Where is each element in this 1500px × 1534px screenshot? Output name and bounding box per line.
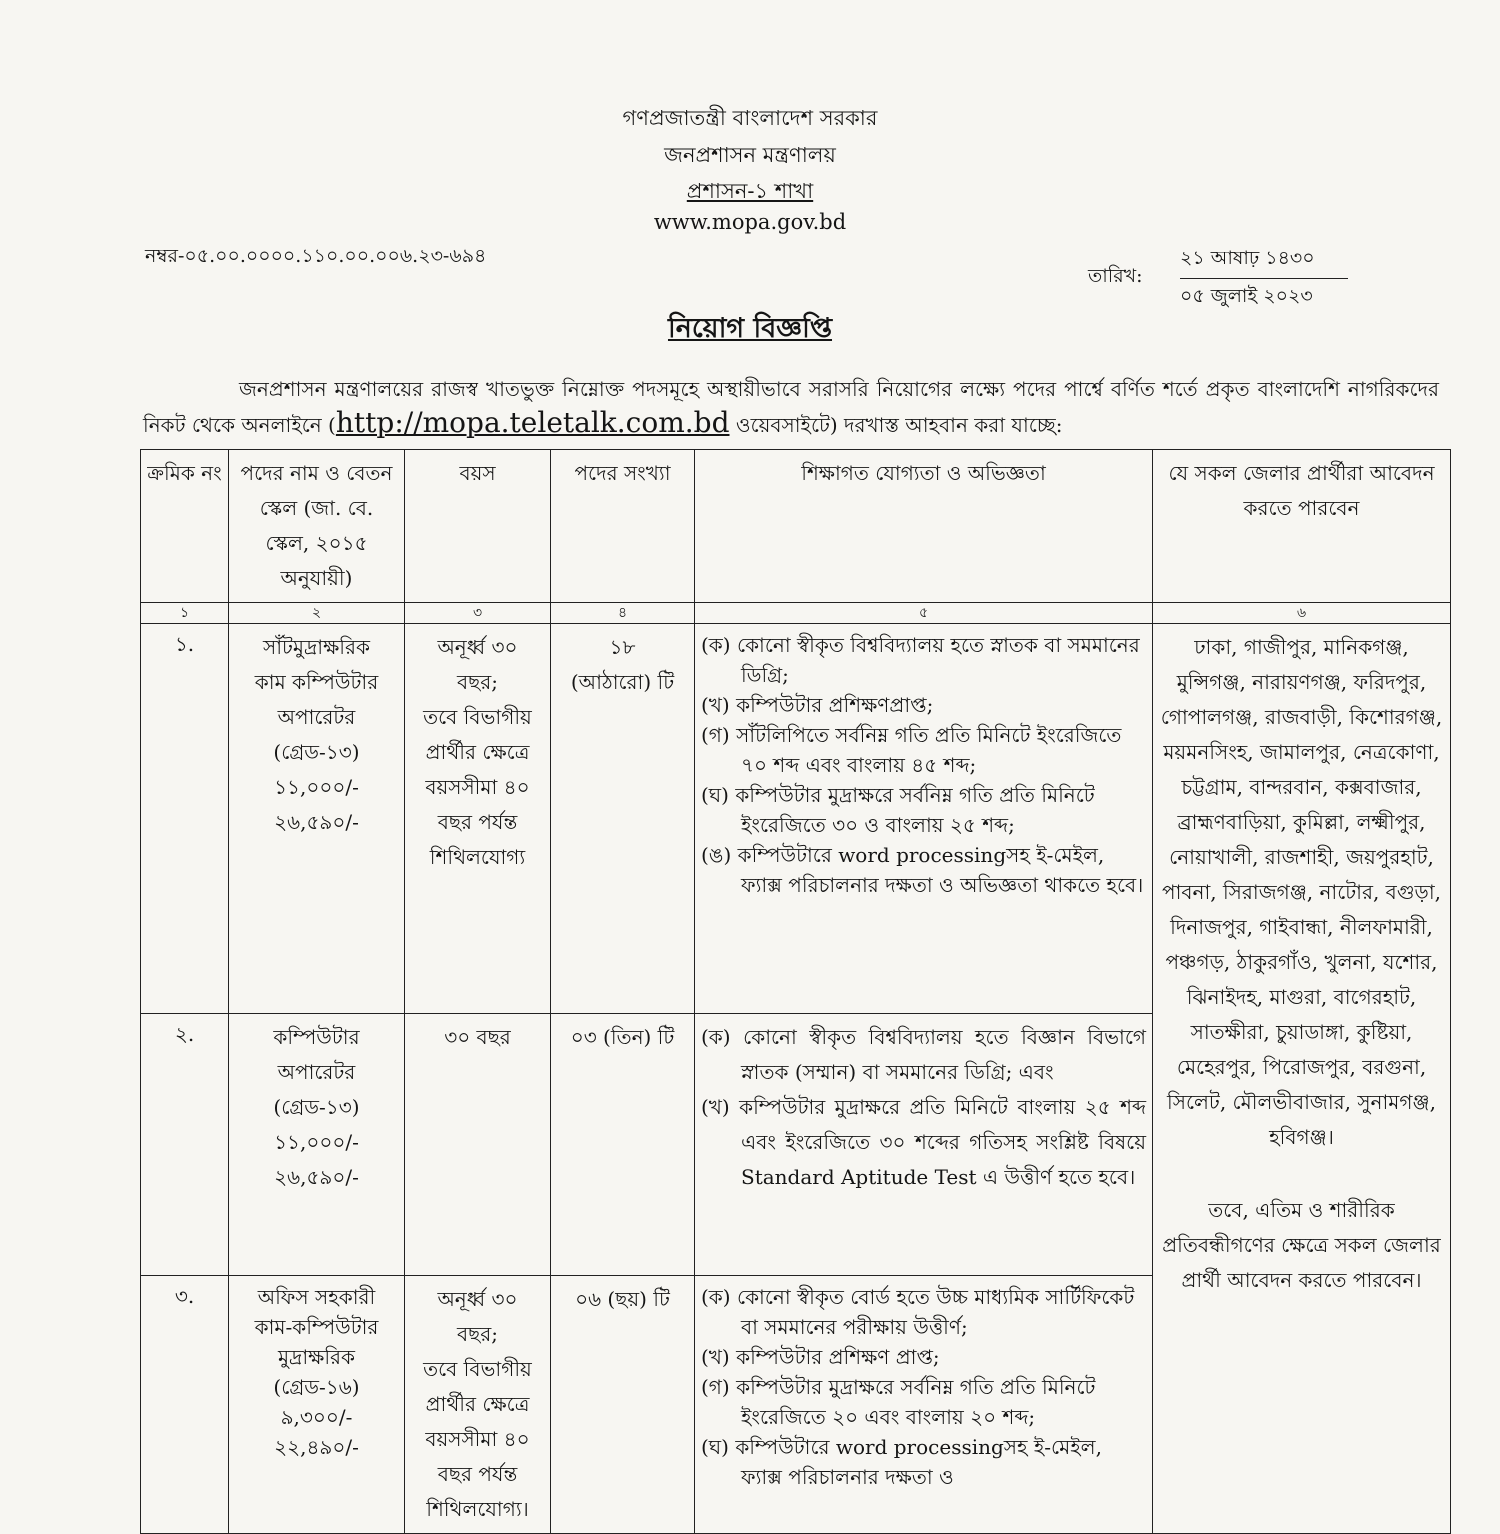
qualification-item: (গ) কম্পিউটার মুদ্রাক্ষরে সর্বনিম্ন গতি প্রতি মিনিটে ইংরেজিতে ২০ এবং বাংলায় ২০ শব্দ; (701, 1375, 1096, 1429)
qualification-item: (ক) কোনো স্বীকৃত বিশ্ববিদ্যালয় হতে স্নাতক বা সমমানের ডিগ্রি; (701, 633, 1140, 687)
qualification-item: (খ) কম্পিউটার প্রশিক্ষণ প্রাপ্ত; (701, 1345, 940, 1369)
age-line: অনূর্ধ্ব ৩০ (437, 635, 518, 659)
column-number: ৬ (1153, 603, 1451, 624)
post-line: মুদ্রাক্ষরিক (277, 1345, 356, 1369)
row-qualifications (695, 1014, 1153, 1276)
post-line: ৯,৩০০/- (280, 1405, 353, 1429)
row-qualifications (695, 624, 1153, 1014)
row-serial: ৩. (141, 1276, 229, 1534)
count-line: ০৬ (ছয়) টি (575, 1287, 670, 1311)
header-serial: ক্রমিক নং (141, 450, 229, 603)
row-qualifications (695, 1276, 1153, 1534)
post-line: ১১,০০০/- (274, 1130, 359, 1154)
header-ministry: জনপ্রশাসন মন্ত্রণালয় (664, 143, 836, 167)
row-post (229, 1014, 405, 1276)
post-line: অপারেটর (277, 705, 356, 729)
post-line: অপারেটর (277, 1060, 356, 1084)
age-line: শিথিলযোগ্য। (426, 1497, 529, 1521)
age-line: তবে বিভাগীয় (423, 705, 532, 729)
column-number: ১ (141, 603, 229, 624)
age-line: অনূর্ধ্ব ৩০ (437, 1287, 518, 1311)
column-number: ৩ (405, 603, 551, 624)
qualification-item: (ঙ) কম্পিউটারে word processingসহ ই-মেইল, ফ্যাক্স পরিচালনার দক্ষতা ও অভিজ্ঞতা থাকতে হবে। (701, 843, 1144, 897)
table-header-row (141, 450, 1451, 603)
table-row (141, 624, 1451, 1014)
row-age (405, 1276, 551, 1534)
qualification-item: (ঘ) কম্পিউটারে word processingসহ ই-মেইল, ফ্যাক্স পরিচালনার দক্ষতা ও (701, 1435, 1102, 1489)
qualification-item: (গ) সাঁটলিপিতে সর্বনিম্ন গতি প্রতি মিনিটে ইংরেজিতে ৭০ শব্দ এবং বাংলায় ৪৫ শব্দ; (701, 723, 1122, 777)
row-post (229, 624, 405, 1014)
count-line: ১৮ (609, 635, 636, 659)
row-age (405, 1014, 551, 1276)
notice-title (0, 308, 1500, 353)
row-serial: ২. (141, 1014, 229, 1276)
column-number: ৫ (695, 603, 1153, 624)
post-line: সাঁটমুদ্রাক্ষরিক (262, 635, 371, 659)
post-line: (গ্রেড-১৩) (273, 1095, 360, 1119)
header-qualification: শিক্ষাগত যোগ্যতা ও অভিজ্ঞতা (695, 450, 1153, 603)
count-line: (আঠারো) টি (570, 670, 675, 694)
header-age: বয়স (405, 450, 551, 603)
post-line: অফিস সহকারী (257, 1285, 376, 1309)
age-line: প্রার্থীর ক্ষেত্রে (425, 740, 530, 764)
post-line: কাম কম্পিউটার (254, 670, 379, 694)
post-line: ২৬,৫৯০/- (274, 810, 359, 834)
row-count (551, 1014, 695, 1276)
header-government: গণপ্রজাতন্ত্রী বাংলাদেশ সরকার (622, 106, 878, 130)
application-url-link[interactable]: http://mopa.teletalk.com.bd (335, 406, 730, 439)
row-post (229, 1276, 405, 1534)
post-line: কাম-কম্পিউটার (254, 1315, 379, 1339)
row-count (551, 624, 695, 1014)
qualification-item: (ঘ) কম্পিউটার মুদ্রাক্ষরে সর্বনিম্ন গতি প্রতি মিনিটে ইংরেজিতে ৩০ ও বাংলায় ২৫ শব্দ; (701, 783, 1095, 837)
age-line: বয়সসীমা ৪০ (425, 1427, 530, 1451)
post-line: কম্পিউটার (273, 1025, 360, 1049)
column-number-row (141, 603, 1451, 624)
qualification-item: (খ) কম্পিউটার মুদ্রাক্ষরে প্রতি মিনিটে বাংলায় ২৫ শব্দ এবং ইংরেজিতে ৩০ শব্দের গতিসহ সংশ্লিষ্ট বিষয়ে Standard Aptitude Test এ উত্তীর্ণ হতে হবে। (701, 1095, 1146, 1189)
age-line: বছর; (457, 670, 498, 694)
post-line: ১১,০০০/- (274, 775, 359, 799)
posts-table (140, 449, 1451, 1534)
qualification-item: (ক) কোনো স্বীকৃত বোর্ড হতে উচ্চ মাধ্যমিক সার্টিফিকেট বা সমমানের পরীক্ষায় উত্তীর্ণ; (701, 1285, 1135, 1339)
post-line: ২২,৪৯০/- (274, 1435, 359, 1459)
header-post: পদের নাম ও বেতন স্কেল (জা. বে. স্কেল, ২০১৫ অনুযায়ী) (229, 450, 405, 603)
header-districts: যে সকল জেলার প্রার্থীরা আবেদন করতে পারবেন (1153, 450, 1451, 603)
header-count: পদের সংখ্যা (551, 450, 695, 603)
districts-note: তবে, এতিম ও শারীরিক প্রতিবন্ধীগণের ক্ষেত্রে সকল জেলার প্রার্থী আবেদন করতে পারবেন। (1162, 1198, 1441, 1292)
age-line: প্রার্থীর ক্ষেত্রে (425, 1392, 530, 1416)
branch-text: প্রশাসন-১ শাখা (686, 179, 814, 203)
date-bangla: ২১ আষাঢ় ১৪৩০ (1180, 244, 1348, 279)
qualification-item: (খ) কম্পিউটার প্রশিক্ষণপ্রাপ্ত; (701, 693, 934, 717)
districts-list: ঢাকা, গাজীপুর, মানিকগঞ্জ, মুন্সিগঞ্জ, নারায়ণগঞ্জ, ফরিদপুর, গোপালগঞ্জ, রাজবাড়ী, কিশোরগঞ্জ, ময়মনসিংহ, জামালপুর, নেত্রকোণা, চট্টগ্রাম, বান্দরবান, কক্সবাজার, ব্রাহ্মণবাড়িয়া, কুমিল্লা, লক্ষ্মীপুর, নোয়াখালী, রাজশাহী, জয়পুরহাট, পাবনা, সিরাজগঞ্জ, নাটোর, বগুড়া, দিনাজপুর, গাইবান্ধা, নীলফামারী, পঞ্চগড়, ঠাকুরগাঁও, খুলনা, যশোর, ঝিনাইদহ, মাগুরা, বাগেরহাট, সাতক্ষীরা, চুয়াডাঙ্গা, কুষ্টিয়া, মেহেরপুর, পিরোজপুর, বরগুনা, সিলেট, মৌলভীবাজার, সুনামগঞ্জ, হবিগঞ্জ। (1160, 635, 1443, 1149)
date-label: তারিখ: (1088, 265, 1143, 287)
qualification-item: (ক) কোনো স্বীকৃত বিশ্ববিদ্যালয় হতে বিজ্ঞান বিভাগে স্নাতক (সম্মান) বা সমমানের ডিগ্রি; এবং (701, 1025, 1146, 1084)
row-districts (1153, 624, 1451, 1534)
intro-after: ওয়েবসাইটে) দরখাস্ত আহবান করা যাচ্ছে: (729, 413, 1063, 437)
post-line: (গ্রেড-১৬) (273, 1375, 360, 1399)
age-line: বছর; (457, 1322, 498, 1346)
date-gregorian: ০৫ জুলাই ২০২৩ (1180, 285, 1313, 307)
row-age (405, 624, 551, 1014)
notice-title-text: নিয়োগ বিজ্ঞপ্তি (667, 313, 833, 344)
count-line: ০৩ (তিন) টি (570, 1025, 675, 1049)
post-line: ২৬,৫৯০/- (274, 1165, 359, 1189)
row-serial: ১. (141, 624, 229, 1014)
post-line: (গ্রেড-১৩) (273, 740, 360, 764)
column-number: ২ (229, 603, 405, 624)
age-line: বয়সসীমা ৪০ (425, 775, 530, 799)
age-line: তবে বিভাগীয় (423, 1357, 532, 1381)
header-website: www.mopa.gov.bd (653, 210, 847, 234)
intro-paragraph (143, 372, 1439, 442)
column-number: ৪ (551, 603, 695, 624)
intro-before: জনপ্রশাসন মন্ত্রণালয়ের রাজস্ব খাতভুক্ত নিম্নোক্ত পদসমূহে অস্থায়ীভাবে সরাসরি নিয়োগের লক্ষ্যে পদের পার্শ্বে বর্ণিত শর্তে প্রকৃত বাংলাদেশি নাগরিকদের নিকট থেকে অনলাইনে ( (143, 377, 1439, 437)
header-branch (0, 175, 1500, 210)
age-line: বছর পর্যন্ত (437, 810, 518, 834)
age-line: বছর পর্যন্ত (437, 1462, 518, 1486)
memo-number: নম্বর-০৫.০০.০০০০.১১০.০০.০০৬.২৩-৬৯৪ (145, 245, 487, 267)
row-count (551, 1276, 695, 1534)
age-line: শিথিলযোগ্য (429, 845, 526, 869)
age-line: ৩০ বছর (444, 1025, 511, 1049)
